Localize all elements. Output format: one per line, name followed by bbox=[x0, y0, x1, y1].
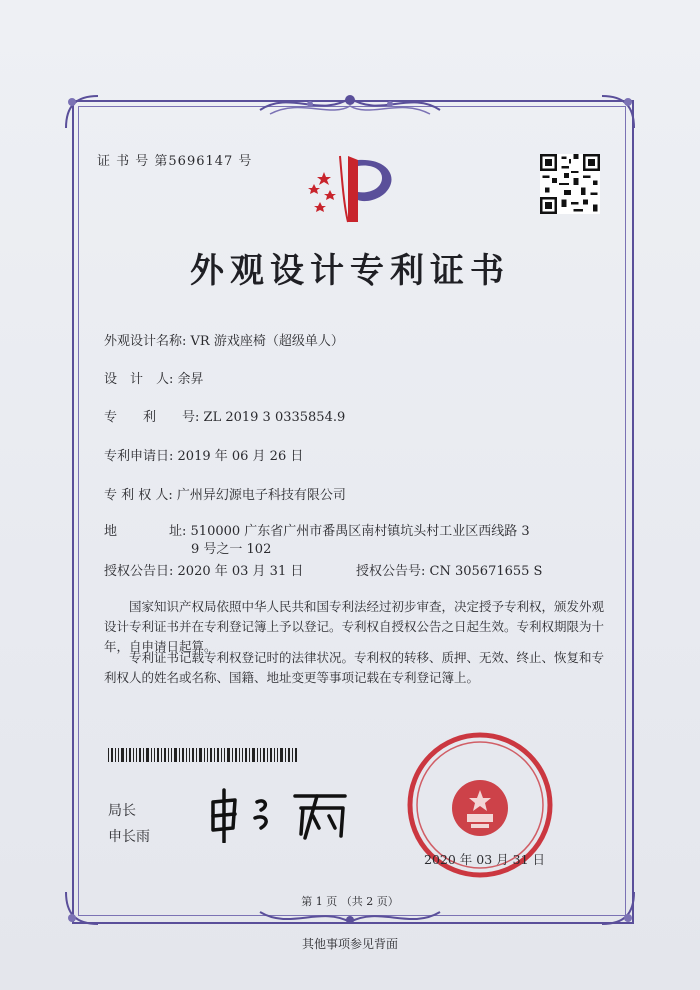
barcode bbox=[108, 748, 298, 762]
certificate-number: 证 书 号 第5696147 号 bbox=[97, 154, 253, 169]
patentee-label: 专 利 权 人: bbox=[104, 488, 173, 503]
footer-note: 其他事项参见背面 bbox=[301, 937, 398, 951]
certificate-title: 外观设计专利证书 bbox=[190, 251, 510, 291]
grant-number-label: 授权公告号: bbox=[356, 564, 426, 579]
designer-value: 余昇 bbox=[177, 372, 204, 387]
top-ornament bbox=[250, 88, 450, 120]
filing-date-field bbox=[104, 445, 303, 464]
director-name: 申长雨 bbox=[108, 829, 150, 845]
bottom-ornament bbox=[250, 906, 450, 932]
patent-number-field bbox=[104, 406, 345, 425]
patent-number-label: 专 利 号: bbox=[104, 410, 200, 425]
designer-field bbox=[104, 368, 204, 387]
filing-date-value: 2019 年 06 月 26 日 bbox=[177, 449, 304, 464]
grant-number-value: CN 305671655 S bbox=[429, 564, 543, 579]
grant-date-value: 2020 年 03 月 31 日 bbox=[177, 564, 304, 579]
address-label: 地 址: bbox=[104, 524, 187, 539]
qr-code bbox=[540, 154, 600, 214]
address-value-line2: 9 号之一 102 bbox=[191, 542, 272, 557]
design-name-label: 外观设计名称: bbox=[104, 334, 187, 349]
patent-office-logo bbox=[300, 150, 410, 225]
address-value-line1: 510000 广东省广州市番禺区南村镇坑头村工业区西线路 3 bbox=[190, 524, 530, 539]
grant-date-label: 授权公告日: bbox=[104, 564, 174, 579]
director-signature bbox=[205, 788, 355, 843]
address-field bbox=[104, 520, 530, 539]
patent-number-value: ZL 2019 3 0335854.9 bbox=[203, 410, 346, 425]
design-name-field bbox=[104, 330, 344, 349]
patentee-field bbox=[104, 484, 346, 503]
director-title: 局长 bbox=[108, 803, 136, 819]
statement-paragraph-1: 国家知识产权局依照中华人民共和国专利法经过初步审查，决定授予专利权，颁发外观设计专利证书并在专利登记簿上予以登记。专利权自授权公告之日起生效。专利权期限为十年，自申请日起算。 bbox=[104, 599, 605, 654]
design-name-value: VR 游戏座椅（超级单人） bbox=[190, 334, 344, 349]
seal-date: 2020 年 03 月 31 日 bbox=[424, 852, 545, 867]
statement-paragraph-2: 专利证书记载专利权登记时的法律状况。专利权的转移、质押、无效、终止、恢复和专利权人的姓名或名称、国籍、地址变更等事项记载在专利登记簿上。 bbox=[104, 650, 605, 685]
filing-date-label: 专利申请日: bbox=[104, 449, 174, 464]
designer-label: 设 计 人: bbox=[104, 372, 174, 387]
corner-ornament-top-left bbox=[62, 92, 102, 132]
patentee-value: 广州异幻源电子科技有限公司 bbox=[176, 488, 346, 503]
corner-ornament-top-right bbox=[598, 92, 638, 132]
grant-date-field bbox=[104, 560, 303, 579]
page-number: 第 1 页 （共 2 页） bbox=[301, 895, 399, 908]
grant-number-field bbox=[356, 560, 542, 579]
